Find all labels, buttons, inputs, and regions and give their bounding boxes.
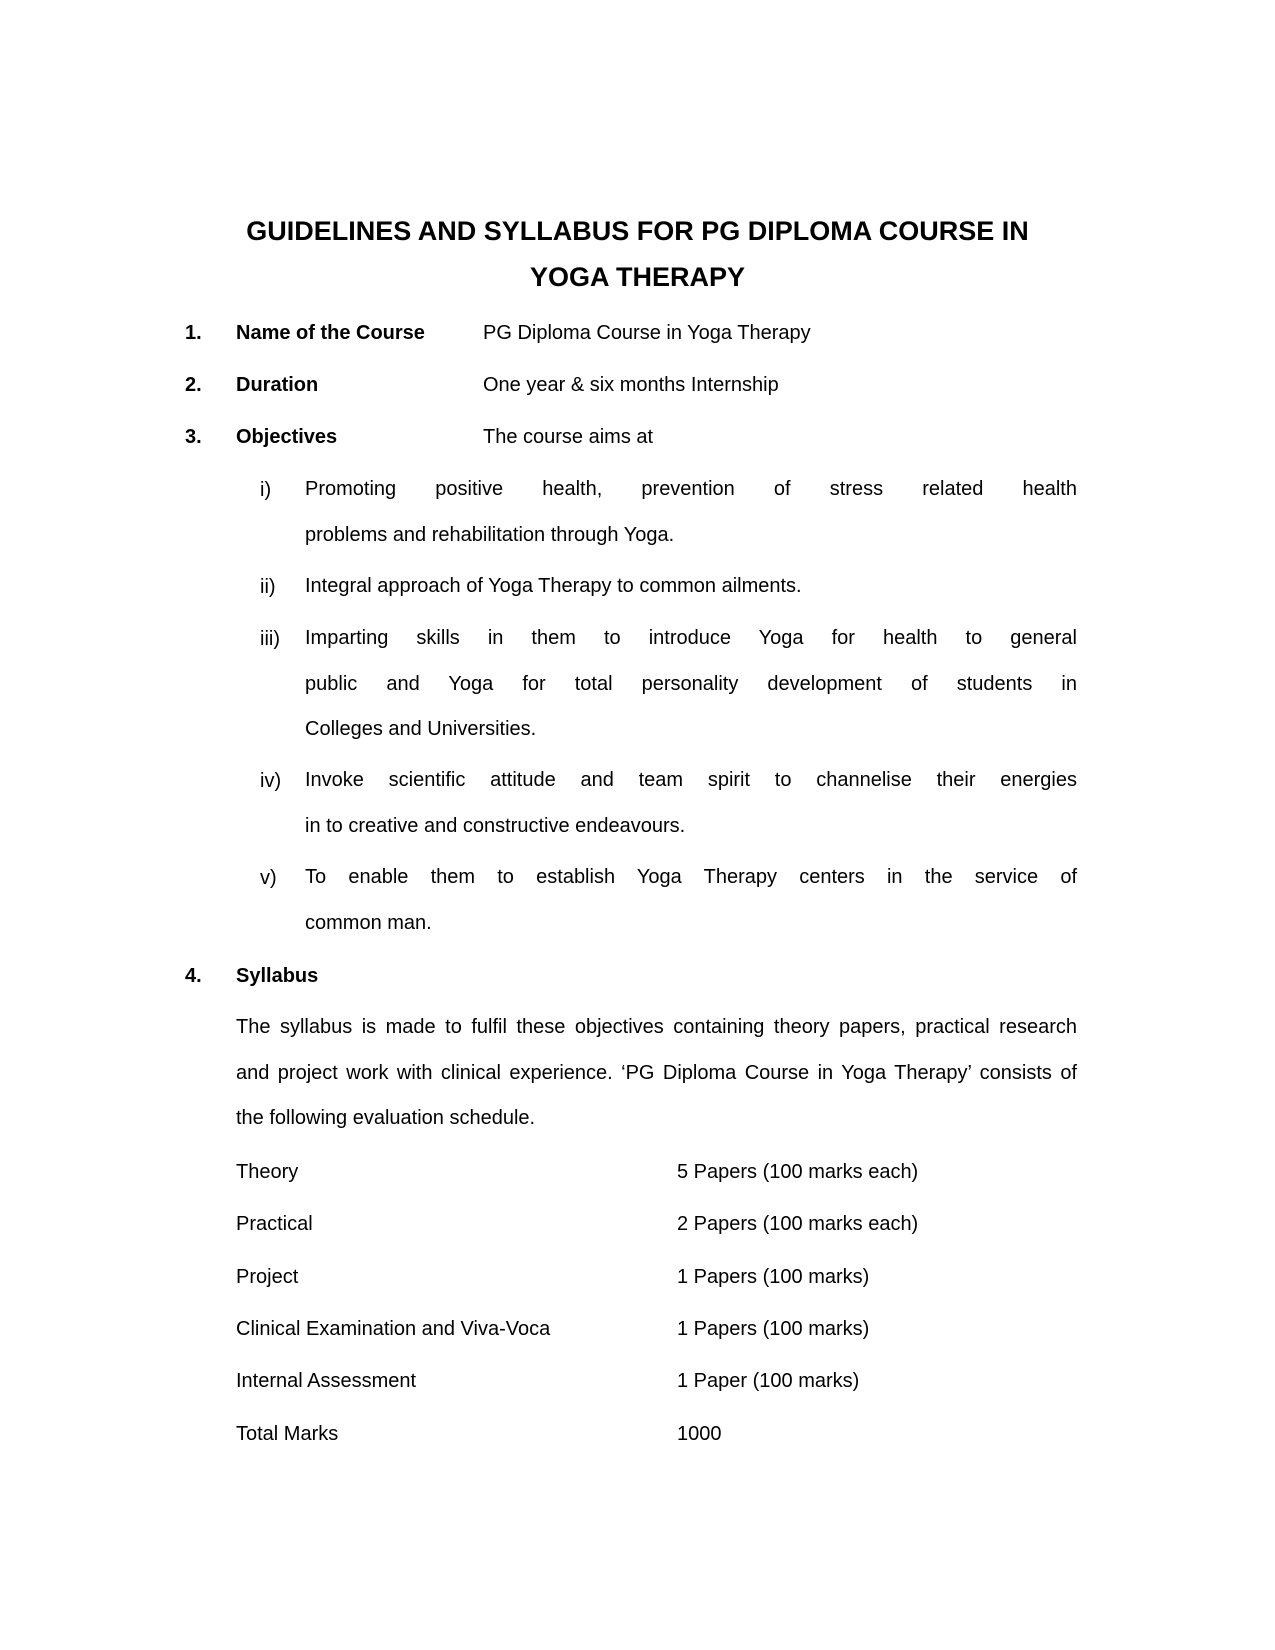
paragraph-line: The syllabus is made to fulfil these objectives containing theory papers, practical research <box>236 1016 1077 1038</box>
schedule-value: 5 Papers (100 marks each) <box>677 1161 919 1183</box>
schedule-value: 2 Papers (100 marks each) <box>677 1213 919 1235</box>
paragraph-line: the following evaluation schedule. <box>236 1107 536 1129</box>
objective-line: Invoke scientific attitude and team spirit to channelise their energies <box>305 769 1077 791</box>
item-number: 4. <box>185 965 202 987</box>
objective-line: common man. <box>305 911 432 934</box>
objective-number: iii) <box>260 628 280 650</box>
objective-line: To enable them to establish Yoga Therapy centers in the service of <box>305 866 1077 888</box>
schedule-label: Theory <box>236 1161 299 1183</box>
syllabus-paragraph <box>236 1005 1077 1142</box>
objective-number: i) <box>260 479 272 501</box>
objective-line: Imparting skills in them to introduce Yoga for health to general <box>305 627 1077 649</box>
schedule-label: Project <box>236 1266 299 1288</box>
schedule-label: Practical <box>236 1213 313 1235</box>
document-title-line-2: YOGA THERAPY <box>529 262 746 292</box>
objective-text <box>305 758 1077 849</box>
item-number: 2. <box>185 374 202 396</box>
item-number: 3. <box>185 426 202 448</box>
schedule-label: Total Marks <box>236 1423 339 1445</box>
schedule-value: 1 Papers (100 marks) <box>677 1318 870 1340</box>
schedule-value: 1000 <box>677 1423 722 1445</box>
schedule-value: 1 Papers (100 marks) <box>677 1266 870 1288</box>
item-number: 1. <box>185 322 202 344</box>
schedule-label: Clinical Examination and Viva-Voca <box>236 1318 551 1340</box>
item-value: PG Diploma Course in Yoga Therapy <box>483 322 811 344</box>
objective-text <box>305 855 1077 946</box>
schedule-label: Internal Assessment <box>236 1370 417 1392</box>
objective-line: Integral approach of Yoga Therapy to common ailments. <box>305 575 802 597</box>
document-title-line-1: GUIDELINES AND SYLLABUS FOR PG DIPLOMA COURSE IN <box>246 216 1029 246</box>
item-label: Name of the Course <box>236 322 425 344</box>
item-label: Objectives <box>236 426 338 448</box>
schedule-value: 1 Paper (100 marks) <box>677 1370 860 1392</box>
item-label: Syllabus <box>236 965 319 987</box>
item-value: One year & six months Internship <box>483 374 779 396</box>
objective-line: in to creative and constructive endeavours. <box>305 814 686 837</box>
objective-line: Promoting positive health, prevention of stress related health <box>305 478 1077 500</box>
item-value: The course aims at <box>483 426 654 448</box>
objective-number: ii) <box>260 576 276 598</box>
objective-line: Colleges and Universities. <box>305 718 537 740</box>
objective-text <box>305 564 1077 610</box>
paragraph-line: and project work with clinical experience. ‘PG Diploma Course in Yoga Therapy’ consists of <box>236 1061 1077 1084</box>
objective-number: v) <box>260 867 277 889</box>
objective-text <box>305 467 1077 558</box>
objective-line: problems and rehabilitation through Yoga. <box>305 523 675 546</box>
objective-text <box>305 616 1077 753</box>
objective-number: iv) <box>260 770 282 792</box>
item-label: Duration <box>236 374 319 396</box>
objective-line: public and Yoga for total personality development of students in <box>305 672 1077 695</box>
